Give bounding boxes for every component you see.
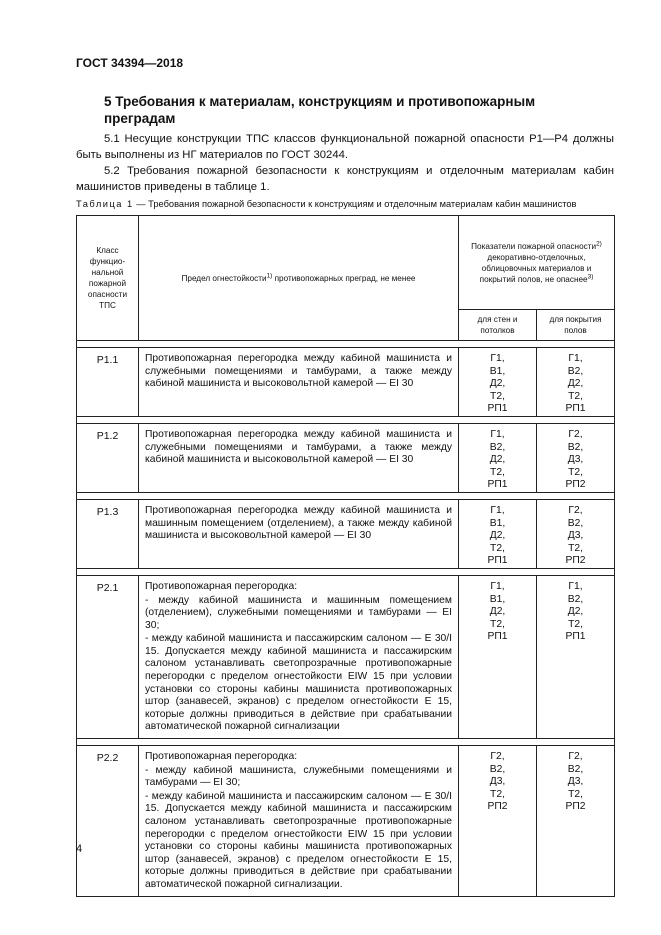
header-indicators-rest: декоративно-отделочных, облицовочных материалов и покрытий полов, не опаснее [479, 252, 592, 284]
row-code: Р1.1 [77, 348, 139, 417]
row-walls-values: Г1, В1, Д2, Т2, РП1 [459, 499, 537, 568]
section-title: 5 Требования к материалам, конструкциям и противопожарным преградам [104, 94, 536, 126]
row-floors-values: Г2, В2, Д3, Т2, РП2 [537, 746, 615, 897]
table-row [77, 746, 615, 897]
page-number: 4 [76, 843, 83, 855]
header-fire-limit [139, 216, 459, 341]
header-indicators [459, 216, 615, 310]
row-separator [77, 568, 615, 575]
paragraph-5-1: 5.1 Несущие конструкции ТПС классов функциональной пожарной опасности Р1—Р4 должны быть выполнены из НГ материалов по ГОСТ 30244. [76, 133, 614, 161]
requirements-table [76, 215, 615, 897]
row-description: Противопожарная перегородка между кабиной машиниста и служебными помещениями и тамбурами, а также между кабиной машиниста и высоковольтной камерой — EI 30 [139, 423, 459, 492]
row-description: Противопожарная перегородка между кабиной машиниста и служебными помещениями и тамбурами, а также между кабиной машиниста и высоковольтной камерой — EI 30 [139, 348, 459, 417]
row-bullet: - между кабиной машиниста и машинным помещением (отделением), служебными помещениями и тамбурами — EI 30; [145, 594, 452, 631]
row-description-head: Противопожарная перегородка: [145, 580, 298, 592]
header-floors-text: для покрытия полов [549, 315, 602, 335]
row-walls-values: Г1, В1, Д2, Т2, РП1 [459, 348, 537, 417]
row-floors-values: Г1, В2, Д2, Т2, РП1 [537, 575, 615, 738]
row-floors-values: Г2, В2, Д3, Т2, РП2 [537, 423, 615, 492]
row-bullet: - между кабиной машиниста и пассажирским салоном — E 30/I 15. Допускается между кабиной машиниста и пассажирским салоном устанавливать светопрозрачные противопожарные перегородки с пределом огнестойкости EIW 15 при условии установки со стороны кабины машиниста противопожарных штор (занавесей, экранов) с пределом огнестойкости Е 15, которые должны приводиться в действие при срабатывании автоматической пожарной сигнализации [145, 633, 452, 733]
header-limit-rest: противопожарных преград, не менее [272, 273, 416, 283]
row-walls-values: Г1, В2, Д2, Т2, РП1 [459, 423, 537, 492]
header-class-text: Класс функцио-нальной пожарной опасности ТПС [87, 246, 128, 310]
document-code: ГОСТ 34394—2018 [76, 56, 184, 70]
row-bullet: - между кабиной машиниста и пассажирским салоном — E 30/I 15. Допускается между кабиной машиниста и пассажирским салоном устанавливать светопрозрачные противопожарные перегородки с пределом огнестойкости EIW 15 при условии установки со стороны кабины машиниста противопожарных штор (занавесей, экранов) с пределом огнестойкости Е 15, которые должны приводиться в действие при срабатывании автоматической пожарной сигнализации. [145, 790, 452, 890]
row-walls-values: Г1, В1, Д2, Т2, РП1 [459, 575, 537, 738]
table-row [77, 423, 615, 492]
row-walls-values: Г2, В2, Д3, Т2, РП2 [459, 746, 537, 897]
header-limit-text: Предел огнестойкости [181, 273, 267, 283]
row-floors-values: Г2, В2, Д3, Т2, РП2 [537, 499, 615, 568]
header-indicators-sup: 2) [596, 239, 602, 247]
row-description: Противопожарная перегородка между кабиной машиниста и машинным помещением (отделением), а также между кабиной машиниста и высоковольтной камерой — EI 30 [139, 499, 459, 568]
row-bullet: - между кабиной машиниста, служебными помещениями и тамбурами — EI 30; [145, 764, 452, 789]
row-code: Р2.2 [77, 746, 139, 897]
row-description [139, 575, 459, 738]
header-walls-text: для стен и потолков [477, 315, 518, 335]
paragraph-5-2: 5.2 Требования пожарной безопасности к конструкциям и отделочным материалам кабин машинистов приведены в таблице 1. [76, 165, 614, 193]
header-limit-sup: 1) [266, 271, 273, 279]
row-separator [77, 492, 615, 499]
row-separator [77, 341, 615, 348]
row-code: Р1.2 [77, 423, 139, 492]
row-separator [77, 739, 615, 746]
row-description-head: Противопожарная перегородка: [145, 751, 298, 763]
table-caption [76, 199, 576, 209]
table-row [77, 499, 615, 568]
table-row [77, 575, 615, 738]
header-indicators-sup2: 3) [587, 272, 594, 280]
header-walls [459, 310, 537, 341]
row-floors-values: Г1, В2, Д2, Т2, РП1 [537, 348, 615, 417]
row-description [139, 746, 459, 897]
table-caption-label: Таблица 1 [76, 199, 134, 209]
header-floors [537, 310, 615, 341]
table-caption-text: — Требования пожарной безопасности к конструкциям и отделочным материалам кабин машинистов [133, 199, 577, 209]
row-code: Р2.1 [77, 575, 139, 738]
header-class [77, 216, 139, 341]
header-indicators-text: Показатели пожарной опасности [471, 241, 597, 251]
row-code: Р1.3 [77, 499, 139, 568]
table-row [77, 348, 615, 417]
row-separator [77, 416, 615, 423]
